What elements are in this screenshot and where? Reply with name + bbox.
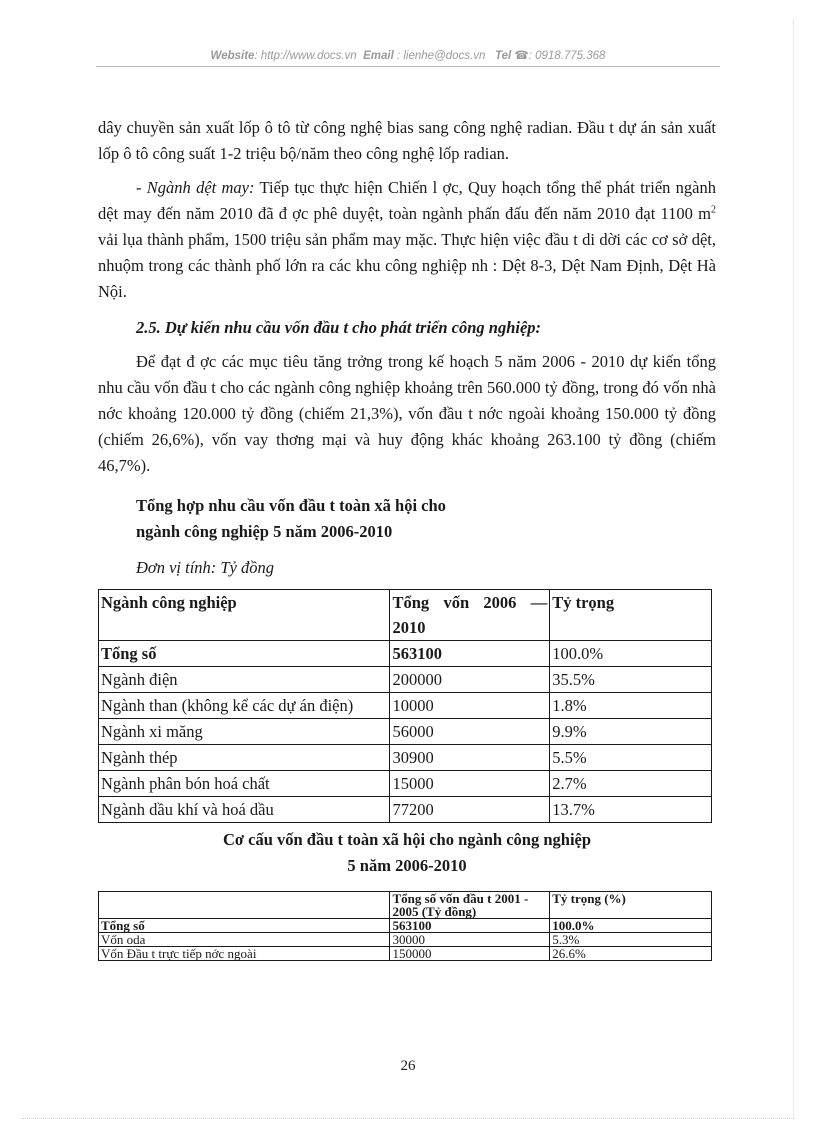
table-cell: 56000 [390,719,550,745]
table-cell: Ngành thép [99,745,390,771]
table-cell: Vốn Đầu t trực tiếp nớc ngoài [99,947,390,961]
table1-title-line2: ngành công nghiệp 5 năm 2006-2010 [136,522,393,541]
table-cell: 77200 [390,797,550,823]
investment-demand-table [98,589,712,823]
bottom-margin-rule [22,1118,794,1119]
section-heading: 2.5. Dự kiến nhu cầu vốn đầu t cho phát triển công nghiệp: [136,318,542,337]
table-cell: 35.5% [550,667,712,693]
table2-title-line1: Cơ cấu vốn đầu t toàn xã hội cho ngành công nghiệp [222,830,592,849]
phone-icon: ☎ [514,50,529,62]
page-header [96,48,720,62]
table-cell: 10000 [390,693,550,719]
table-cell: 13.7% [550,797,712,823]
table-cell: 5.3% [550,933,712,947]
table-cell: Ngành than (không kể các dự án điện) [99,693,390,719]
table-row [99,771,712,797]
table-cell: Ngành điện [99,667,390,693]
table-cell: 5.5% [550,745,712,771]
table-cell: Ngành dầu khí và hoá dầu [99,797,390,823]
header-divider [96,66,720,67]
table-cell: 100.0% [550,641,712,667]
table-cell: 563100 [390,641,550,667]
table-cell: Vốn oda [99,933,390,947]
table-row [99,719,712,745]
det-may-label: - Ngành dệt may: [136,178,255,197]
tel-value: : 0918.775.368 [528,50,606,62]
table-row [99,947,712,961]
table2-title [98,827,716,879]
email-label: Email [363,50,394,62]
table-row [99,919,712,933]
header-cell: Tổng số vốn đầu t 2001 - 2005 (Tỷ đồng) [390,892,550,919]
email-value: : lienhe@docs.vn [396,50,486,62]
det-may-text-pre: Tiếp tục thực hiện Chiến l ợc, Quy hoạch tổng thể phát triển ngành dệt may đến năm 2010 đã đ ợc phê duyệt, toàn ngành phấn đấu đến năm 2010 đạt 1100 m [98,178,716,223]
table1-unit: Đơn vị tính: Tỷ đồng [136,558,275,577]
table-cell: 30000 [390,933,550,947]
header-cell [99,892,390,919]
table-cell: Tổng số [99,919,390,933]
table-cell: 9.9% [550,719,712,745]
table-cell: 26.6% [550,947,712,961]
investment-structure-table [98,891,712,961]
table-cell: 150000 [390,947,550,961]
table-cell: Tổng số [99,641,390,667]
table-row [99,641,712,667]
table1-title [98,493,716,545]
table-cell: 2.7% [550,771,712,797]
page-body [98,115,716,961]
paragraph-det-may [98,175,716,305]
page-number: 26 [400,1058,416,1074]
table-row [99,667,712,693]
table2-title-line2: 5 năm 2006-2010 [347,856,467,875]
table1-title-line1: Tổng hợp nhu cầu vốn đầu t toàn xã hội cho [136,496,446,515]
table-header-row [99,892,712,919]
table-row [99,797,712,823]
table-cell: 30900 [390,745,550,771]
table-cell: Ngành phân bón hoá chất [99,771,390,797]
table-cell: 1.8% [550,693,712,719]
table-cell: 200000 [390,667,550,693]
paragraph-nhu-cau-von: Để đạt đ ợc các mục tiêu tăng trởng trong kế hoạch 5 năm 2006 - 2010 dự kiến tổng nhu cầu vốn đầu t cho các ngành công nghiệp khoảng trên 560.000 tỷ đồng, trong đó vốn nhà nớc khoảng 120.000 tỷ đồng (chiếm 21,3%), vốn đầu t nớc ngoài khoảng 150.000 tỷ đồng (chiếm 26,6%), vốn vay thơng mại và huy động khác khoảng 263.100 tỷ đồng (chiếm 46,7%). [98,352,716,475]
header-cell: Ngành công nghiệp [99,590,390,641]
table-cell: 15000 [390,771,550,797]
table-row [99,693,712,719]
paragraph-lop-oto: dây chuyền sản xuất lốp ô tô từ công nghệ bias sang công nghệ radian. Đầu t dự án sản xuất lốp ô tô công suất 1-2 triệu bộ/năm theo công nghệ lốp radian. [98,118,716,163]
header-cell: Tỷ trọng [550,590,712,641]
table-cell: 563100 [390,919,550,933]
header-cell: Tổng vốn 2006 — 2010 [390,590,550,641]
table-cell: 100.0% [550,919,712,933]
table-row [99,745,712,771]
header-cell: Tỷ trọng (%) [550,892,712,919]
det-may-superscript: 2 [711,204,716,216]
det-may-text-post: vải lụa thành phẩm, 1500 triệu sản phẩm may mặc. Thực hiện việc đầu t di dời các cơ sở dệt, nhuộm trong các thành phố lớn ra các khu công nghiệp nh : Dệt 8-3, Dệt Nam Định, Dệt Hà Nội. [98,230,716,301]
website-label: Website [210,50,255,62]
table-cell: Ngành xi măng [99,719,390,745]
table-row [99,933,712,947]
website-value: : http://www.docs.vn [254,50,357,62]
right-margin-rule [793,20,794,1118]
tel-label: Tel [494,50,512,62]
table-header-row [99,590,712,641]
